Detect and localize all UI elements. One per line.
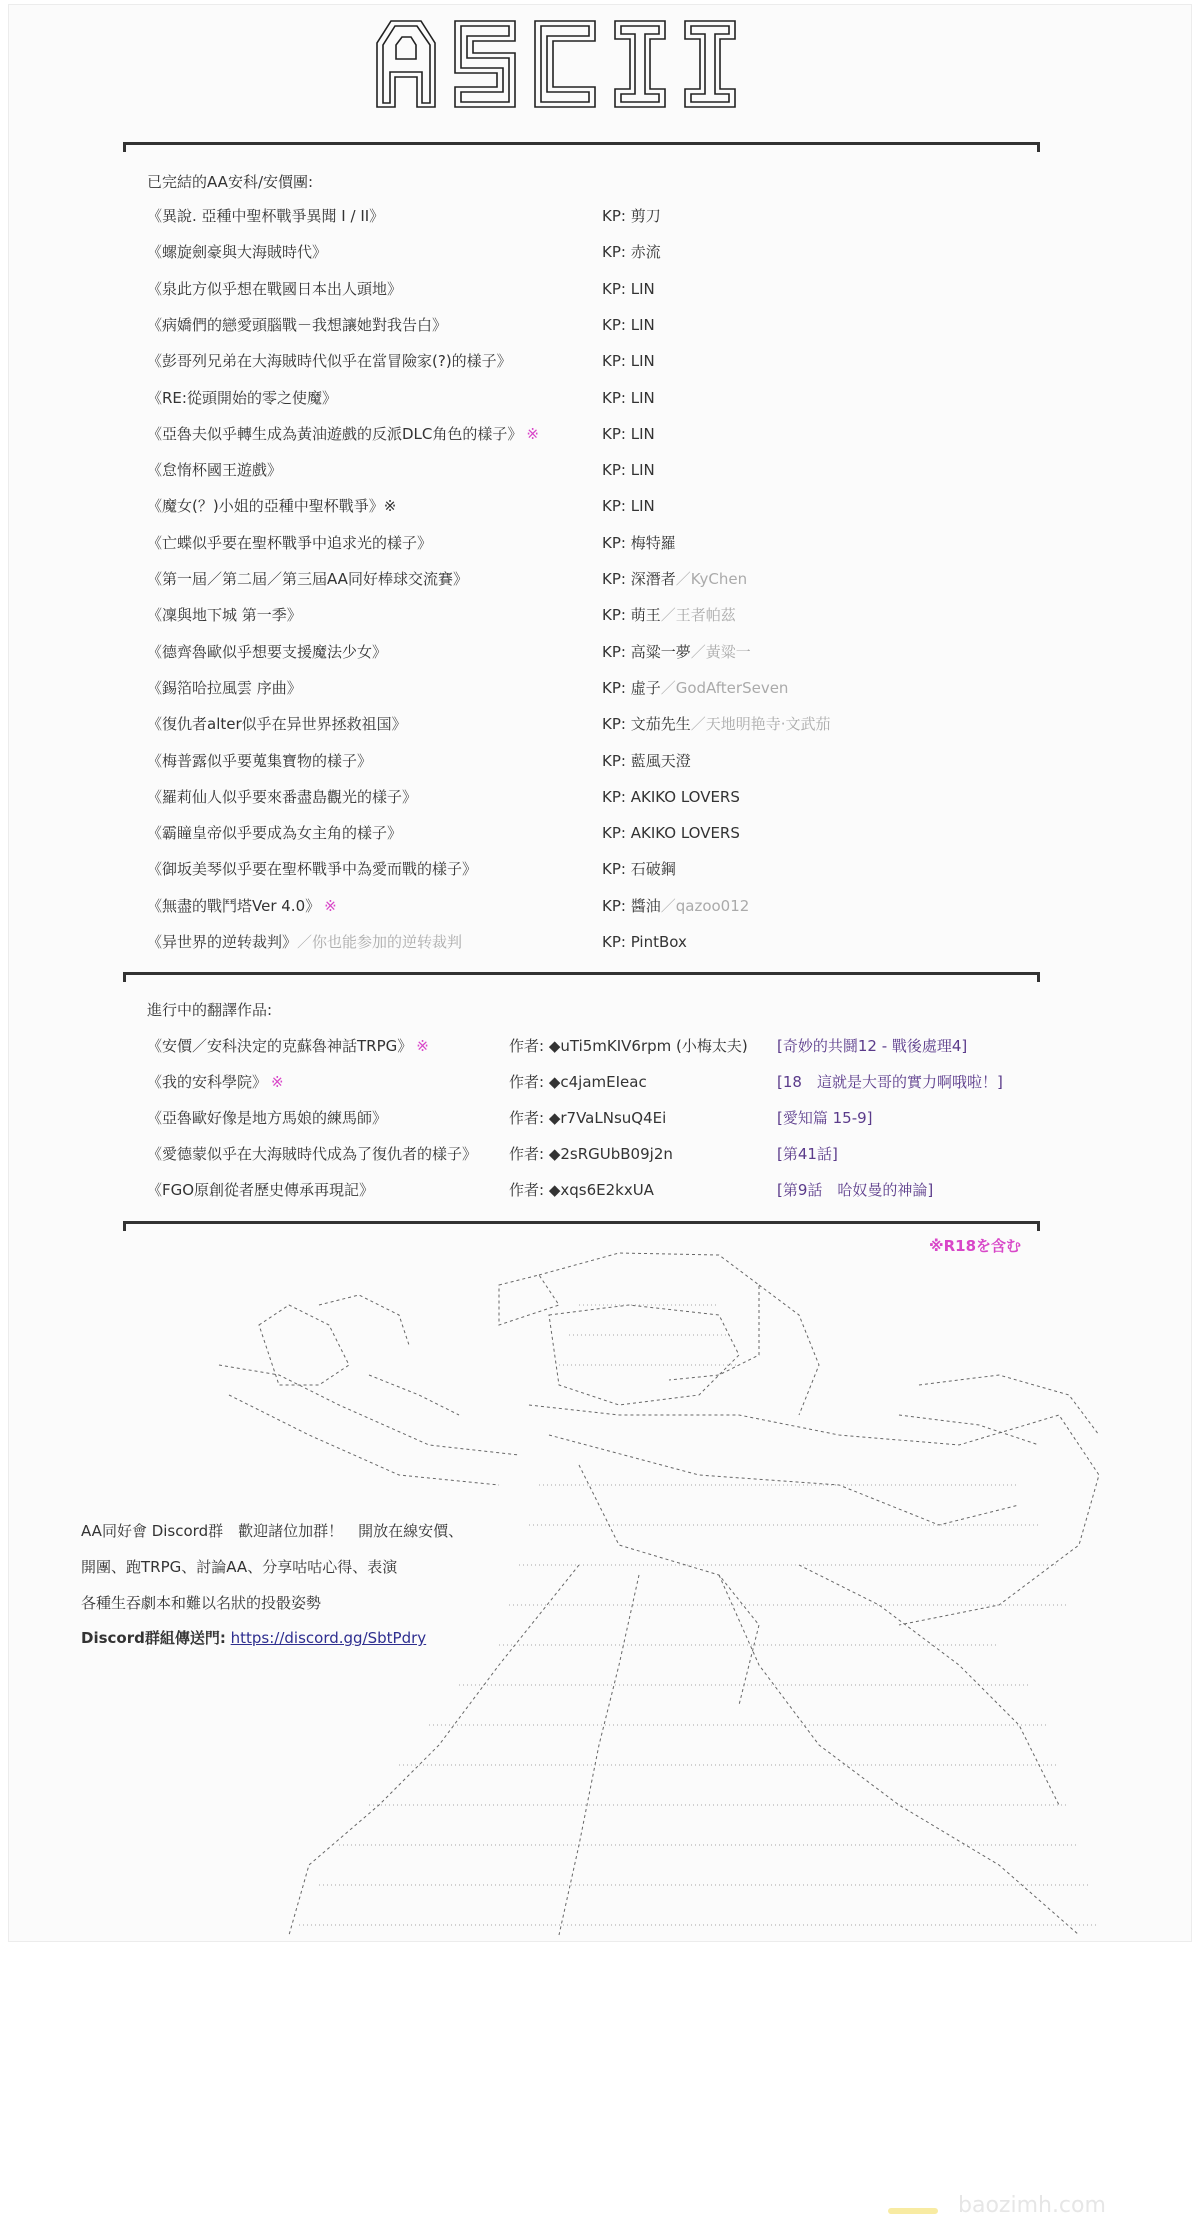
r18-note: ※R18を含む bbox=[929, 1237, 1022, 1255]
item-kp: KP: 虛子／GodAfterSeven bbox=[602, 678, 789, 697]
item-kp: KP: PintBox bbox=[602, 933, 687, 951]
item-title: 《亞魯夫似乎轉生成為黃油遊戲的反派DLC角色的樣子》 ※ bbox=[147, 424, 539, 443]
discord-line-3: 各種生吞劇本和難以名狀的投骰姿勢 bbox=[81, 1594, 322, 1612]
item-kp: KP: LIN bbox=[602, 461, 655, 480]
r18-mark: ※ bbox=[526, 424, 539, 443]
discord-link-row bbox=[81, 1627, 426, 1648]
divider bbox=[123, 142, 1040, 152]
completed-heading: 已完結的AA安科/安價團: bbox=[147, 173, 314, 191]
item-kp: KP: LIN bbox=[602, 497, 655, 516]
item-title: 《FGO原創從者歷史傳承再現記》 bbox=[147, 1181, 375, 1199]
item-title: 《异世界的逆转裁判》／你也能参加的逆转裁判 bbox=[147, 933, 463, 951]
page-container bbox=[8, 4, 1192, 1942]
item-title: 《愛德蒙似乎在大海賊時代成為了復仇者的樣子》 bbox=[147, 1145, 478, 1163]
item-kp: KP: 萌王／王者帕茲 bbox=[602, 606, 736, 625]
item-kp: KP: 剪刀 bbox=[602, 207, 661, 225]
item-kp: KP: 藍風天澄 bbox=[602, 751, 691, 770]
kp-sub: ／KyChen bbox=[675, 570, 748, 588]
item-status: [愛知篇 15-9] bbox=[777, 1109, 873, 1127]
watermark-text: baozimh.com bbox=[958, 2193, 1106, 2218]
item-author: 作者: ◆c4jamEIeac bbox=[509, 1073, 647, 1091]
item-title: 《御坂美琴似乎要在聖杯戰爭中為愛而戰的樣子》 bbox=[147, 860, 478, 879]
kp-sub: ／天地明艳寺·文武茄 bbox=[690, 715, 831, 734]
item-title: 《梅普露似乎要蒐集寶物的樣子》 bbox=[147, 751, 373, 770]
kp-sub: ／qazoo012 bbox=[660, 896, 750, 915]
divider bbox=[123, 1221, 1040, 1231]
item-title: 《錫箔哈拉風雲 序曲》 bbox=[147, 678, 302, 697]
item-kp: KP: LIN bbox=[602, 424, 655, 443]
r18-mark: ※ bbox=[416, 1037, 429, 1055]
item-title: 《病嬌們的戀愛頭腦戰－我想讓她對我告白》 bbox=[147, 315, 448, 334]
item-title: 《泉此方似乎想在戰國日本出人頭地》 bbox=[147, 279, 403, 298]
item-title: 《RE:從頭開始的零之使魔》 bbox=[147, 388, 337, 407]
item-title-sub: ／你也能参加的逆转裁判 bbox=[297, 933, 463, 951]
ascii-art-illustration bbox=[199, 1245, 1139, 1940]
ascii-logo bbox=[369, 15, 759, 113]
item-title: 《彭哥列兄弟在大海賊時代似乎在當冒險家(?)的樣子》 bbox=[147, 352, 512, 371]
item-title: 《霸瞳皇帝似乎要成為女主角的樣子》 bbox=[147, 824, 403, 843]
divider bbox=[123, 972, 1040, 982]
item-kp: KP: LIN bbox=[602, 388, 655, 407]
item-title: 《第一屆／第二屆／第三屆AA同好棒球交流賽》 bbox=[147, 570, 468, 588]
discord-link[interactable]: https://discord.gg/SbtPdry bbox=[230, 1629, 427, 1647]
discord-line-2: 開團、跑TRPG、討論AA、分享咕咕心得、表演 bbox=[81, 1558, 398, 1576]
item-title: 《亞魯歐好像是地方馬娘的練馬師》 bbox=[147, 1109, 388, 1127]
item-status: [18 這就是大哥的實力啊哦啦！] bbox=[777, 1073, 1003, 1091]
item-title: 《螺旋劍豪與大海賊時代》 bbox=[147, 243, 328, 262]
item-kp: KP: 醬油／qazoo012 bbox=[602, 896, 750, 915]
item-title: 《德齊魯歐似乎想要支援魔法少女》 bbox=[147, 642, 388, 661]
kp-sub: ／王者帕茲 bbox=[660, 606, 736, 625]
item-kp: KP: LIN bbox=[602, 352, 655, 371]
discord-line-1: AA同好會 Discord群 歡迎諸位加群！ 開放在線安價、 bbox=[81, 1522, 464, 1540]
kp-sub: ／黃粱一 bbox=[690, 642, 751, 661]
item-title: 《安價／安科決定的克蘇魯神話TRPG》 ※ bbox=[147, 1037, 429, 1055]
item-title: 《復仇者alter似乎在异世界拯救祖国》 bbox=[147, 715, 407, 734]
item-title: 《異說. 亞種中聖杯戰爭異聞 I / II》 bbox=[147, 207, 385, 225]
discord-link-label: Discord群組傳送門: bbox=[81, 1629, 226, 1647]
ongoing-heading: 進行中的翻譯作品: bbox=[147, 1001, 273, 1019]
item-author: 作者: ◆xqs6E2kxUA bbox=[509, 1181, 654, 1199]
r18-mark: ※ bbox=[324, 896, 337, 915]
item-kp: KP: AKIKO LOVERS bbox=[602, 787, 740, 806]
item-title: 《無盡的戰鬥塔Ver 4.0》 ※ bbox=[147, 896, 337, 915]
item-status: [第41話] bbox=[777, 1145, 838, 1163]
kp-sub: ／GodAfterSeven bbox=[660, 678, 789, 697]
item-author: 作者: ◆r7VaLNsuQ4Ei bbox=[509, 1109, 667, 1127]
item-kp: KP: 高粱一夢／黃粱一 bbox=[602, 642, 751, 661]
item-title: 《我的安科學院》 ※ bbox=[147, 1073, 284, 1091]
item-kp: KP: 文茄先生／天地明艳寺·文武茄 bbox=[602, 715, 831, 734]
item-status: [奇妙的共鬪12 - 戰後處理4] bbox=[777, 1037, 968, 1055]
item-kp: KP: 深潛者／KyChen bbox=[602, 570, 748, 588]
item-title: 《亡蝶似乎要在聖杯戰爭中追求光的樣子》 bbox=[147, 533, 433, 552]
item-kp: KP: AKIKO LOVERS bbox=[602, 824, 740, 843]
watermark-logo bbox=[888, 2190, 1188, 2220]
item-title: 《羅莉仙人似乎要來番盡島觀光的樣子》 bbox=[147, 787, 418, 806]
item-kp: KP: LIN bbox=[602, 315, 655, 334]
item-author: 作者: ◆uTi5mKIV6rpm (小梅太夫) bbox=[509, 1037, 748, 1055]
item-kp: KP: LIN bbox=[602, 279, 655, 298]
item-title: 《魔女(？)小姐的亞種中聖杯戰爭》※ bbox=[147, 497, 397, 516]
item-author: 作者: ◆2sRGUbB09j2n bbox=[509, 1145, 673, 1163]
item-kp: KP: 石破鋼 bbox=[602, 860, 676, 879]
item-status: [第9話 哈奴曼的神論] bbox=[777, 1181, 934, 1199]
item-title: 《凜與地下城 第一季》 bbox=[147, 606, 302, 625]
r18-mark: ※ bbox=[271, 1073, 284, 1091]
item-title: 《怠惰杯國王遊戲》 bbox=[147, 461, 283, 480]
item-kp: KP: 赤流 bbox=[602, 243, 661, 262]
item-kp: KP: 梅特羅 bbox=[602, 533, 676, 552]
